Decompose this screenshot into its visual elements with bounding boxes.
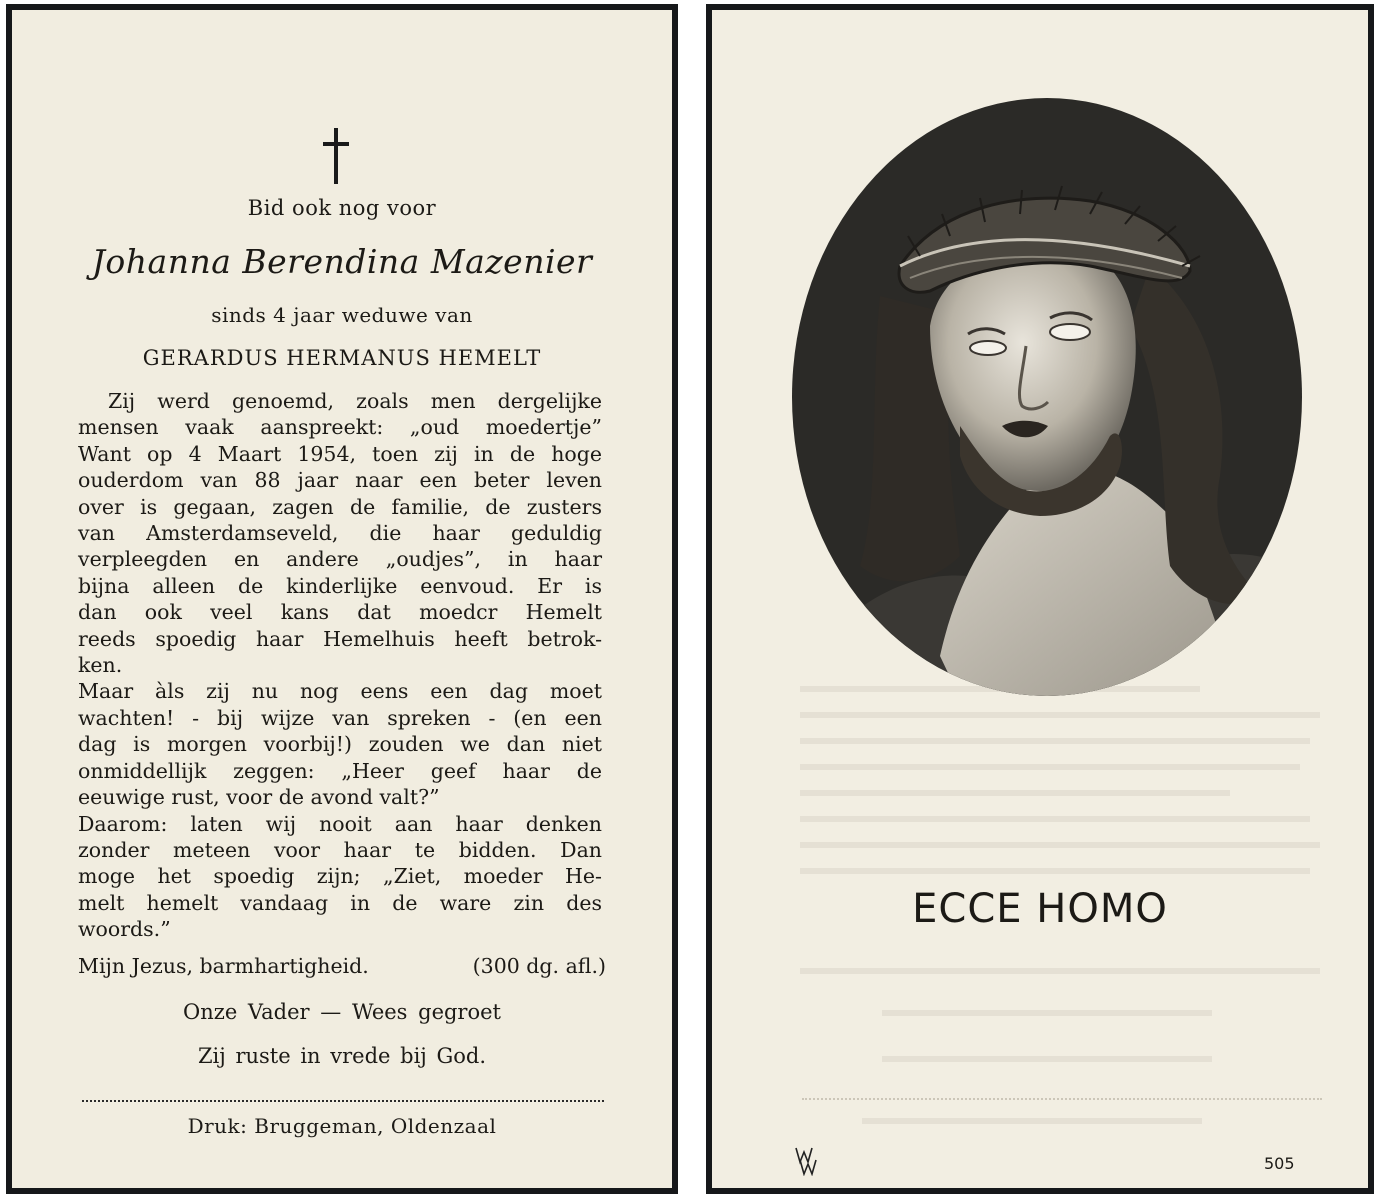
- memorial-text: [78, 388, 602, 943]
- show-through-text: [800, 712, 1320, 718]
- memorial-card-image-side: [706, 4, 1374, 1194]
- prayer-request-line: Bid ook nog voor: [247, 196, 437, 220]
- memorial-text-line: moge het spoedig zijn; „Ziet, moeder He-: [78, 864, 602, 889]
- memorial-paragraph-1: [78, 388, 602, 678]
- memorial-text-line: dan ook veel kans dat moedcr Hemelt: [78, 600, 602, 625]
- deceased-name: Johanna Berendina Mazenier: [91, 242, 593, 281]
- memorial-text-line: zonder meteen voor haar te bidden. Dan: [78, 837, 602, 862]
- ecce-homo-portrait: [790, 96, 1304, 698]
- memorial-text-line: van Amsterdamseveld, die haar geduldig: [78, 521, 602, 546]
- memorial-text-line: Zij werd genoemd, zoals men dergelijke: [108, 389, 602, 413]
- portrait-caption: ECCE HOMO: [912, 886, 1168, 932]
- widow-line: sinds 4 jaar weduwe van: [211, 303, 473, 327]
- show-through-text: [800, 968, 1320, 974]
- memorial-text-line: wachten! - bij wijze van spreken - (en een: [78, 705, 602, 730]
- card-number: 505: [1264, 1154, 1295, 1173]
- show-through-text: [800, 842, 1320, 848]
- memorial-text-line: ouderdom van 88 jaar naar een beter leven: [78, 468, 602, 493]
- show-through-text: [800, 764, 1300, 770]
- show-through-text: [862, 1118, 1202, 1124]
- printer-line: Druk: Bruggeman, Oldenzaal: [187, 1114, 497, 1138]
- show-through-text: [882, 1010, 1212, 1016]
- memorial-text-line: dag is morgen voorbij!) zouden we dan niet: [78, 732, 602, 757]
- husband-name: GERARDUS HERMANUS HEMELT: [142, 346, 542, 370]
- eye-right: [1050, 324, 1090, 340]
- show-through-text: [800, 790, 1230, 796]
- ejaculation-text: Mijn Jezus, barmhartigheid.: [78, 954, 369, 978]
- ejaculation-line: [78, 954, 606, 978]
- show-through-text: [800, 738, 1310, 744]
- memorial-text-line: eeuwige rust, voor de avond valt?”: [78, 785, 440, 810]
- prayers-line: Onze Vader — Wees gegroet: [183, 1000, 501, 1024]
- memorial-text-line: verpleegden en andere „oudjes”, in haar: [78, 547, 602, 572]
- show-through-text: [882, 1056, 1212, 1062]
- memorial-text-line: reeds spoedig haar Hemelhuis heeft betrok-: [78, 626, 602, 651]
- memorial-text-line: onmiddellijk zeggen: „Heer geef haar de: [78, 758, 602, 783]
- memorial-text-line: over is gegaan, zagen de familie, de zusters: [78, 494, 602, 519]
- memorial-card-text-side: [6, 4, 678, 1194]
- memorial-text-line: melt hemelt vandaag in de ware zin des: [78, 890, 602, 915]
- indulgence-text: (300 dg. afl.): [472, 954, 606, 978]
- rest-in-peace-line: Zij ruste in vrede bij God.: [197, 1044, 487, 1068]
- show-through-text: [800, 816, 1310, 822]
- memorial-paragraph-3: [78, 811, 602, 943]
- memorial-text-line: mensen vaak aanspreekt: „oud moedertje”: [78, 415, 602, 440]
- eye-left: [970, 341, 1006, 355]
- show-through-text: [800, 868, 1310, 874]
- dotted-divider: [82, 1100, 604, 1102]
- memorial-paragraph-2: [78, 678, 602, 810]
- cross-icon: [321, 128, 351, 184]
- memorial-text-line: woords.”: [78, 917, 171, 942]
- memorial-text-line: Daarom: laten wij nooit aan haar denken: [78, 811, 602, 836]
- show-through-divider: [802, 1098, 1322, 1100]
- memorial-text-line: Maar àls zij nu nog eens een dag moet: [78, 679, 602, 704]
- monogram-logo-icon: [794, 1146, 820, 1176]
- memorial-text-line: ken.: [78, 653, 123, 678]
- memorial-text-line: Want op 4 Maart 1954, toen zij in de hoge: [78, 441, 602, 466]
- memorial-text-line: bijna alleen de kinderlijke eenvoud. Er is: [78, 573, 602, 598]
